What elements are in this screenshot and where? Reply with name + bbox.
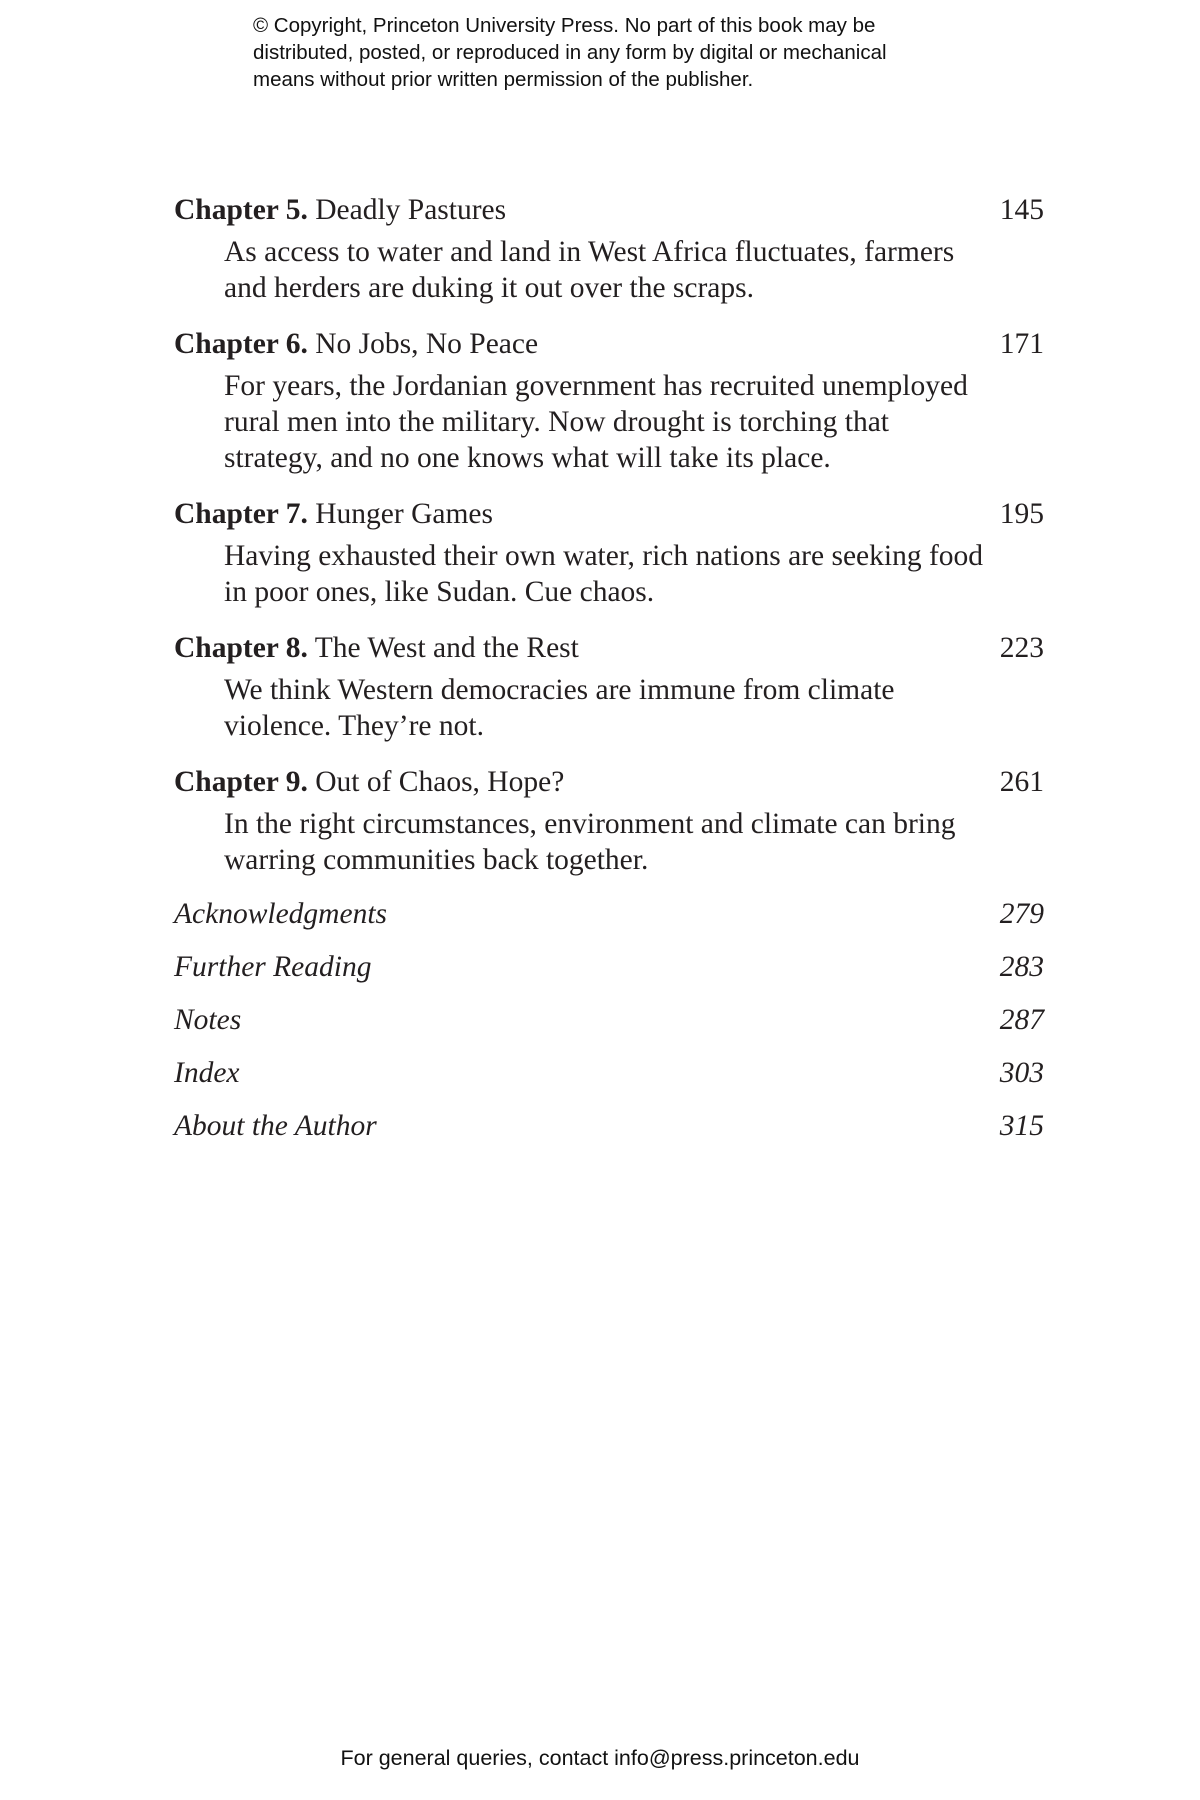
toc-notes[interactable] [174,1002,1044,1055]
chapter-title-line [174,630,579,666]
page-number: 283 [999,951,1044,983]
chapter-description [174,672,1004,744]
description-line: violence. They’re not. [224,710,484,742]
chapter-description [174,538,1004,610]
description-line: rural men into the military. Now drought is torching that [224,406,889,438]
description-line: For years, the Jordanian government has recruited unemployed [224,370,968,402]
back-matter-list [174,896,1044,1161]
toc-chapter-8[interactable] [174,630,1044,744]
contact-footer: For general queries, contact info@press.princeton.edu [340,1746,860,1770]
chapter-number: Chapter 8. [174,632,308,664]
description-line: strategy, and no one knows what will take its place. [224,442,831,474]
chapter-number: Chapter 6. [174,328,308,360]
page-number: 287 [999,1004,1044,1036]
chapter-title: Hunger Games [315,498,493,530]
page-number: 145 [999,194,1044,226]
back-matter-title: Notes [174,1004,242,1036]
page-number: 315 [999,1110,1044,1142]
chapter-number: Chapter 9. [174,766,308,798]
page-number: 303 [999,1057,1044,1089]
chapter-description [174,806,1004,878]
description-line: Having exhausted their own water, rich nations are seeking food [224,540,984,572]
chapter-title-line [174,326,538,362]
back-matter-title: Acknowledgments [174,898,387,930]
chapter-heading [174,192,1044,228]
description-line: in poor ones, like Sudan. Cue chaos. [224,576,655,608]
page-number: 171 [999,328,1044,360]
description-line: and herders are duking it out over the scraps. [224,272,755,304]
chapter-heading [174,326,1044,362]
chapter-title: Deadly Pastures [315,194,507,226]
copyright-line: means without prior written permission of the publisher. [253,68,754,91]
chapter-title-line [174,192,506,228]
toc-chapter-7[interactable] [174,496,1044,610]
back-matter-title: Further Reading [174,951,372,983]
page-number: 223 [999,632,1044,664]
description-line: warring communities back together. [224,844,649,876]
toc-chapter-9[interactable] [174,764,1044,878]
toc-about-the-author[interactable] [174,1108,1044,1161]
chapter-title: No Jobs, No Peace [315,328,539,360]
chapter-number: Chapter 5. [174,194,308,226]
back-matter-title: Index [174,1057,240,1089]
chapter-title-line [174,496,493,532]
toc-acknowledgments[interactable] [174,896,1044,949]
back-matter-title: About the Author [174,1110,377,1142]
chapter-description [174,234,1004,306]
chapter-heading [174,630,1044,666]
description-line: In the right circumstances, environment and climate can bring [224,808,956,840]
description-line: We think Western democracies are immune from climate [224,674,895,706]
chapter-heading [174,764,1044,800]
chapter-title: The West and the Rest [314,632,579,664]
copyright-line: © Copyright, Princeton University Press. No part of this book may be [253,14,876,37]
chapter-description [174,368,1004,476]
copyright-notice [253,12,1013,93]
chapter-title-line [174,764,564,800]
toc-further-reading[interactable] [174,949,1044,1002]
page-number: 195 [999,498,1044,530]
chapter-title: Out of Chaos, Hope? [315,766,565,798]
toc-index[interactable] [174,1055,1044,1108]
chapter-number: Chapter 7. [174,498,308,530]
toc-chapter-6[interactable] [174,326,1044,476]
copyright-line: distributed, posted, or reproduced in any form by digital or mechanical [253,41,887,64]
table-of-contents [174,192,1044,1161]
chapter-heading [174,496,1044,532]
description-line: As access to water and land in West Africa fluctuates, farmers [224,236,955,268]
page-number: 279 [999,898,1044,930]
page-number: 261 [999,766,1044,798]
toc-chapter-5[interactable] [174,192,1044,306]
